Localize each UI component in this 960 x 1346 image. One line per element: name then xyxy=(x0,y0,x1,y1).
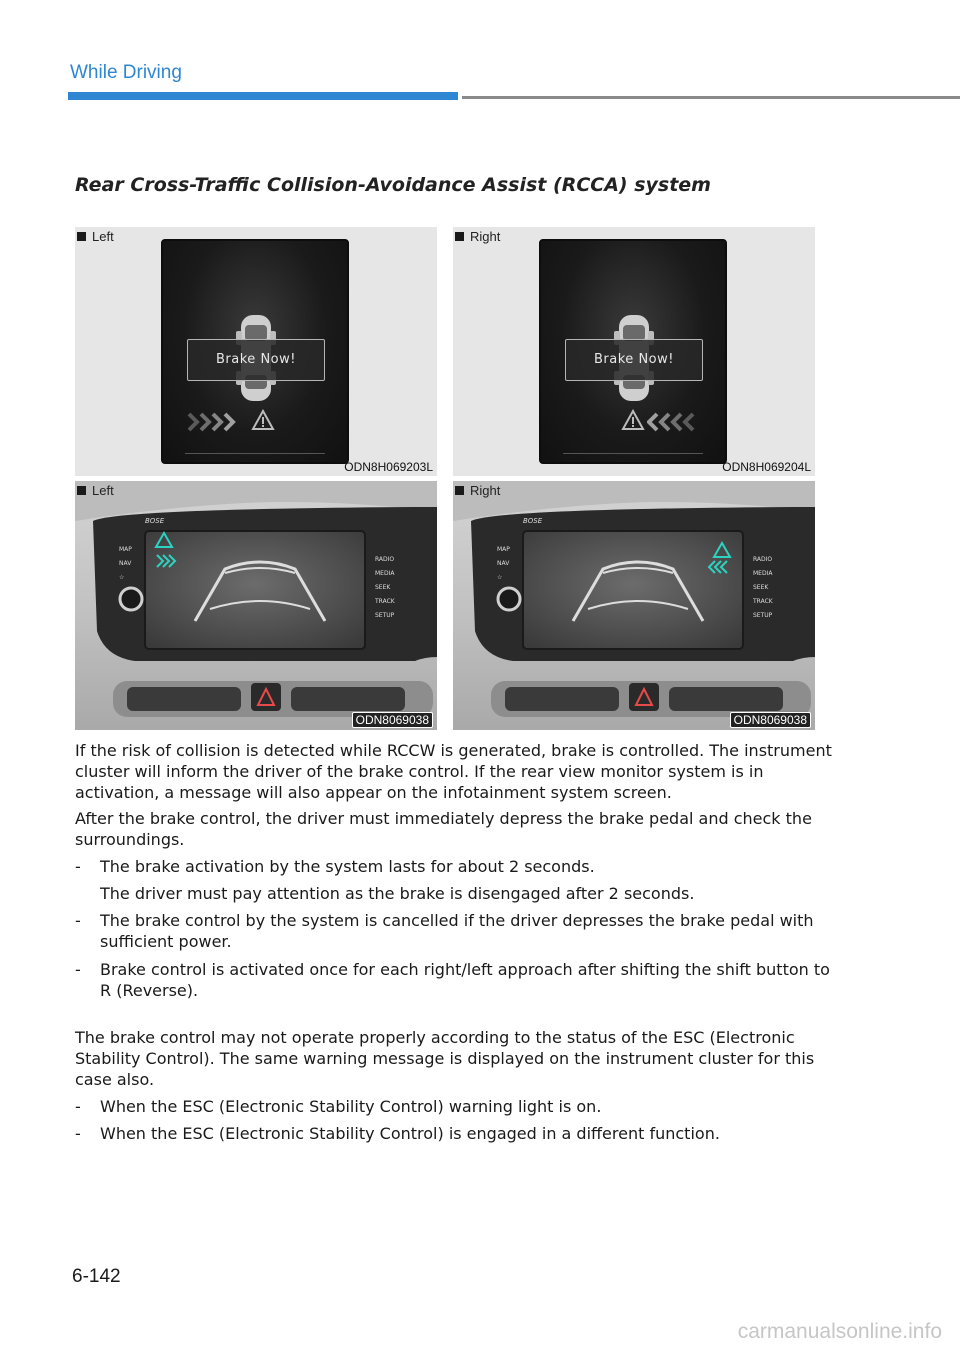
seek-button[interactable]: SEEK xyxy=(753,584,769,591)
header-rule xyxy=(462,96,960,99)
map-button[interactable]: MAP xyxy=(119,546,132,553)
warning-triangle-icon xyxy=(251,409,275,431)
figure-dash-right xyxy=(453,481,815,730)
watermark: carmanualsonline.info xyxy=(737,1320,942,1343)
media-button[interactable]: MEDIA xyxy=(375,570,395,577)
figure-cluster-left xyxy=(75,227,437,476)
media-button[interactable]: MEDIA xyxy=(753,570,773,577)
section-title: Rear Cross-Traffic Collision-Avoidance Assist (RCCA) system xyxy=(75,174,711,196)
brand-logo: BOSE xyxy=(145,517,165,525)
track-button[interactable]: TRACK xyxy=(753,598,773,605)
favorite-button[interactable]: ☆ xyxy=(119,574,125,581)
infotainment-right-buttons xyxy=(753,553,773,623)
infotainment-left-buttons xyxy=(119,543,132,585)
radio-button[interactable]: RADIO xyxy=(375,556,395,563)
warning-triangle-icon xyxy=(621,409,645,431)
figure-code: ODN8H069204L xyxy=(722,460,811,474)
cluster-divider xyxy=(563,453,703,454)
infotainment-right-buttons xyxy=(375,553,395,623)
brake-now-message: Brake Now! xyxy=(187,339,325,381)
map-button[interactable]: MAP xyxy=(497,546,510,553)
radio-button[interactable]: RADIO xyxy=(753,556,773,563)
cluster-divider xyxy=(185,453,325,454)
cluster-screen xyxy=(539,239,727,464)
approach-chevrons-left-icon xyxy=(187,411,247,433)
paragraph-brake-control: If the risk of collision is detected while RCCW is generated, brake is controlled. The instrument cluster will inform the driver of the brake control. If the rear view monitor system is in activation, a message will also appear on the infotainment system screen. xyxy=(75,741,832,802)
page-number: 6-142 xyxy=(72,1266,121,1287)
figure-label: Right xyxy=(455,483,500,498)
section-header: While Driving xyxy=(70,62,182,83)
header-accent-bar xyxy=(68,92,458,100)
figure-code: ODN8H069203L xyxy=(344,460,433,474)
setup-button[interactable]: SETUP xyxy=(753,612,773,619)
figure-cluster-right xyxy=(453,227,815,476)
seek-button[interactable]: SEEK xyxy=(375,584,391,591)
brand-logo: BOSE xyxy=(523,517,543,525)
approach-chevrons-right-icon xyxy=(647,411,707,433)
cluster-screen xyxy=(161,239,349,464)
nav-button[interactable]: NAV xyxy=(497,560,510,567)
paragraph-esc-status: The brake control may not operate properly according to the status of the ESC (Electronic Stability Control). The same warning message is displayed on the instrument cluster for this case also. xyxy=(75,1028,815,1089)
paragraph-after-brake: After the brake control, the driver must immediately depress the brake pedal and check the surroundings. xyxy=(75,809,812,849)
figure-code: ODN8069038 xyxy=(352,712,433,728)
infotainment-left-buttons xyxy=(497,543,510,585)
brake-now-message: Brake Now! xyxy=(565,339,703,381)
setup-button[interactable]: SETUP xyxy=(375,612,395,619)
figure-label: Left xyxy=(77,483,114,498)
favorite-button[interactable]: ☆ xyxy=(497,574,503,581)
figure-label: Right xyxy=(455,229,500,244)
figure-code: ODN8069038 xyxy=(730,712,811,728)
track-button[interactable]: TRACK xyxy=(375,598,395,605)
nav-button[interactable]: NAV xyxy=(119,560,132,567)
figure-dash-left xyxy=(75,481,437,730)
figure-label: Left xyxy=(77,229,114,244)
